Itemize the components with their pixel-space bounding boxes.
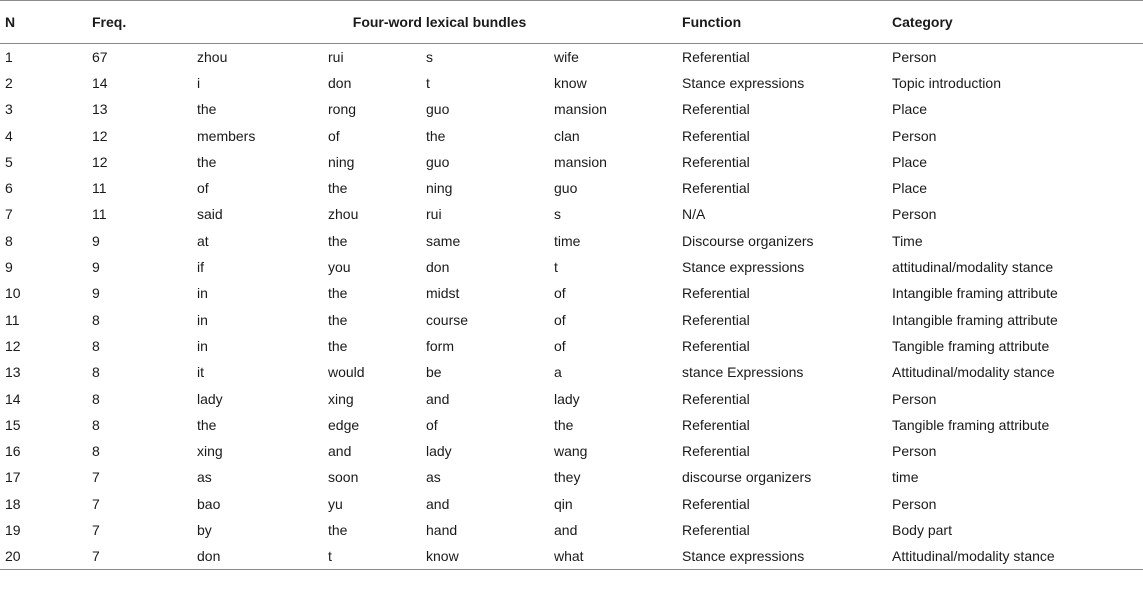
cell-word-3: rui [426,206,442,223]
cell-category: Tangible framing attribute [892,416,1050,433]
cell-word-4: mansion [554,101,607,118]
cell-word-2: you [328,259,351,276]
cell-freq: 8 [92,337,100,354]
cell-word-2: of [328,127,340,144]
cell-n: 16 [5,443,21,460]
cell-freq: 8 [92,416,100,433]
cell-freq: 11 [92,180,107,197]
cell-word-3: the [426,127,446,144]
cell-freq: 7 [92,469,100,486]
cell-word-1: don [197,543,328,569]
cell-word-1: by [197,521,212,538]
cell-n: 8 [5,232,13,249]
table-row [0,412,1143,438]
cell-word-1: at [197,232,209,249]
cell-word-3: as [426,469,441,486]
cell-word-3: same [426,232,461,249]
table-row [0,385,1143,411]
cell-word-2: the [328,337,348,354]
cell-word-1: bao [197,495,221,512]
cell-word-3: and [426,495,450,512]
cell-function: Referential [682,180,750,197]
cell-n: 7 [5,206,13,223]
cell-word-3: don [426,259,450,276]
cell-category: Person [892,48,937,65]
table-row [0,306,1143,332]
table-row [0,359,1143,385]
cell-word-3: t [426,74,430,91]
cell-category: Tangible framing attribute [892,337,1050,354]
table-row [0,44,1143,70]
table-row [0,280,1143,306]
cell-category: Attitudinal/modality stance [892,364,1055,381]
cell-function: Stance expressions [682,74,805,91]
cell-word-2: edge [328,416,360,433]
header-row [0,1,1143,44]
cell-word-1: i [197,74,201,91]
cell-word-1: in [197,285,208,302]
cell-word-2: rui [328,48,344,65]
cell-word-3: s [426,48,433,65]
cell-category: Person [892,443,937,460]
cell-freq: 11 [92,206,107,223]
cell-word-3: midst [426,285,460,302]
cell-freq: 67 [92,48,108,65]
cell-function: Referential [682,48,750,65]
cell-word-1: the [197,153,217,170]
cell-word-2: and [328,443,352,460]
cell-word-2: xing [328,390,354,407]
header-function: Function [682,1,892,44]
cell-word-1: if [197,259,204,276]
cell-word-3: of [426,416,438,433]
cell-freq: 9 [92,232,100,249]
cell-function: Referential [682,101,750,118]
cell-category: Place [892,180,928,197]
cell-function: Referential [682,311,750,328]
cell-word-4: wife [554,48,579,65]
cell-category: Place [892,101,928,118]
cell-word-4: t [554,259,558,276]
cell-word-4: mansion [554,153,607,170]
cell-word-1: as [197,469,212,486]
cell-word-3: guo [426,101,450,118]
cell-word-1: said [197,206,223,223]
cell-word-1: the [197,101,217,118]
cell-word-3: be [426,364,442,381]
table-row [0,228,1143,254]
cell-function: Referential [682,443,750,460]
cell-function: Referential [682,390,750,407]
cell-word-1: it [197,364,204,381]
cell-word-4: of [554,285,566,302]
cell-freq: 8 [92,443,100,460]
cell-function: Referential [682,416,750,433]
cell-word-2: the [328,521,348,538]
cell-function: Referential [682,153,750,170]
cell-word-2: soon [328,469,359,486]
cell-function: Referential [682,495,750,512]
cell-n: 1 [5,48,13,65]
cell-function: Referential [682,127,750,144]
cell-function: Stance expressions [682,543,892,569]
cell-word-4: qin [554,495,573,512]
cell-word-3: lady [426,443,452,460]
cell-category: Person [892,390,937,407]
cell-category: Person [892,206,937,223]
cell-category: Person [892,495,937,512]
cell-word-1: lady [197,390,223,407]
cell-word-4: and [554,521,578,538]
cell-word-2: ning [328,153,355,170]
table-row [0,517,1143,543]
table-row [0,70,1143,96]
table-body [0,44,1143,570]
cell-n: 4 [5,127,13,144]
table-row [0,438,1143,464]
cell-freq: 12 [92,153,108,170]
cell-category: Attitudinal/modality stance [892,543,1143,569]
table-row [0,96,1143,122]
cell-word-2: zhou [328,206,359,223]
table-row [0,491,1143,517]
cell-word-4: the [554,416,574,433]
cell-function: Referential [682,337,750,354]
cell-category: Time [892,232,923,249]
table-row [0,333,1143,359]
cell-function: Stance expressions [682,259,805,276]
cell-freq: 7 [92,495,100,512]
cell-freq: 9 [92,259,100,276]
cell-word-2: would [328,364,365,381]
cell-category: Place [892,153,928,170]
cell-word-4: what [554,543,682,569]
cell-word-3: form [426,337,454,354]
cell-word-3: ning [426,180,453,197]
cell-word-2: t [328,543,426,569]
cell-word-1: in [197,337,208,354]
cell-word-3: guo [426,153,450,170]
cell-n: 11 [5,311,20,328]
cell-n: 2 [5,74,13,91]
cell-word-2: the [328,232,348,249]
cell-category: Body part [892,521,952,538]
cell-freq: 14 [92,74,108,91]
cell-function: N/A [682,206,706,223]
cell-n: 3 [5,101,13,118]
cell-freq: 13 [92,101,108,118]
cell-n: 6 [5,180,13,197]
table-row [0,122,1143,148]
cell-word-4: clan [554,127,580,144]
cell-freq: 8 [92,364,100,381]
table-row [0,254,1143,280]
cell-n: 5 [5,153,13,170]
cell-n: 10 [5,285,21,302]
cell-word-3: course [426,311,469,328]
cell-word-4: of [554,337,566,354]
table-row [0,543,1143,569]
cell-word-4: time [554,232,581,249]
cell-freq: 8 [92,390,100,407]
cell-word-3: hand [426,521,458,538]
cell-word-1: xing [197,443,223,460]
cell-n: 15 [5,416,21,433]
cell-word-2: rong [328,101,357,118]
cell-word-2: the [328,311,348,328]
cell-function: discourse organizers [682,469,812,486]
cell-word-1: the [197,416,217,433]
cell-word-3: and [426,390,450,407]
cell-category: Intangible framing attribute [892,311,1058,328]
cell-n: 12 [5,337,21,354]
cell-freq: 7 [92,521,100,538]
cell-n: 18 [5,495,21,512]
table-row [0,149,1143,175]
cell-word-3: know [426,543,554,569]
cell-word-4: they [554,469,581,486]
header-n: N [0,1,92,44]
cell-function: stance Expressions [682,364,804,381]
cell-function: Referential [682,285,750,302]
cell-freq: 7 [92,543,197,569]
cell-function: Referential [682,521,750,538]
cell-word-2: don [328,74,352,91]
cell-category: Person [892,127,937,144]
header-bundles: Four-word lexical bundles [197,1,682,44]
cell-word-4: know [554,74,587,91]
cell-word-1: of [197,180,209,197]
cell-word-1: zhou [197,48,228,65]
cell-category: Intangible framing attribute [892,285,1058,302]
cell-word-4: s [554,206,561,223]
cell-freq: 8 [92,311,100,328]
cell-word-4: of [554,311,566,328]
cell-n: 19 [5,521,21,538]
cell-word-1: in [197,311,208,328]
cell-n: 17 [5,469,21,486]
cell-category: time [892,469,919,486]
cell-word-4: wang [554,443,588,460]
cell-word-2: the [328,180,348,197]
cell-n: 13 [5,364,21,381]
cell-n: 9 [5,259,13,276]
cell-word-1: members [197,127,256,144]
cell-freq: 12 [92,127,108,144]
cell-word-2: the [328,285,348,302]
cell-freq: 9 [92,285,100,302]
cell-word-2: yu [328,495,343,512]
table-row [0,175,1143,201]
table-row [0,201,1143,227]
cell-function: Discourse organizers [682,232,814,249]
cell-n: 20 [0,543,92,569]
header-category: Category [892,1,1143,44]
cell-word-4: guo [554,180,578,197]
header-freq: Freq. [92,1,197,44]
cell-word-4: a [554,364,562,381]
cell-category: attitudinal/modality stance [892,259,1054,276]
table-row [0,464,1143,490]
cell-category: Topic introduction [892,74,1001,91]
cell-n: 14 [5,390,21,407]
cell-word-4: lady [554,390,580,407]
